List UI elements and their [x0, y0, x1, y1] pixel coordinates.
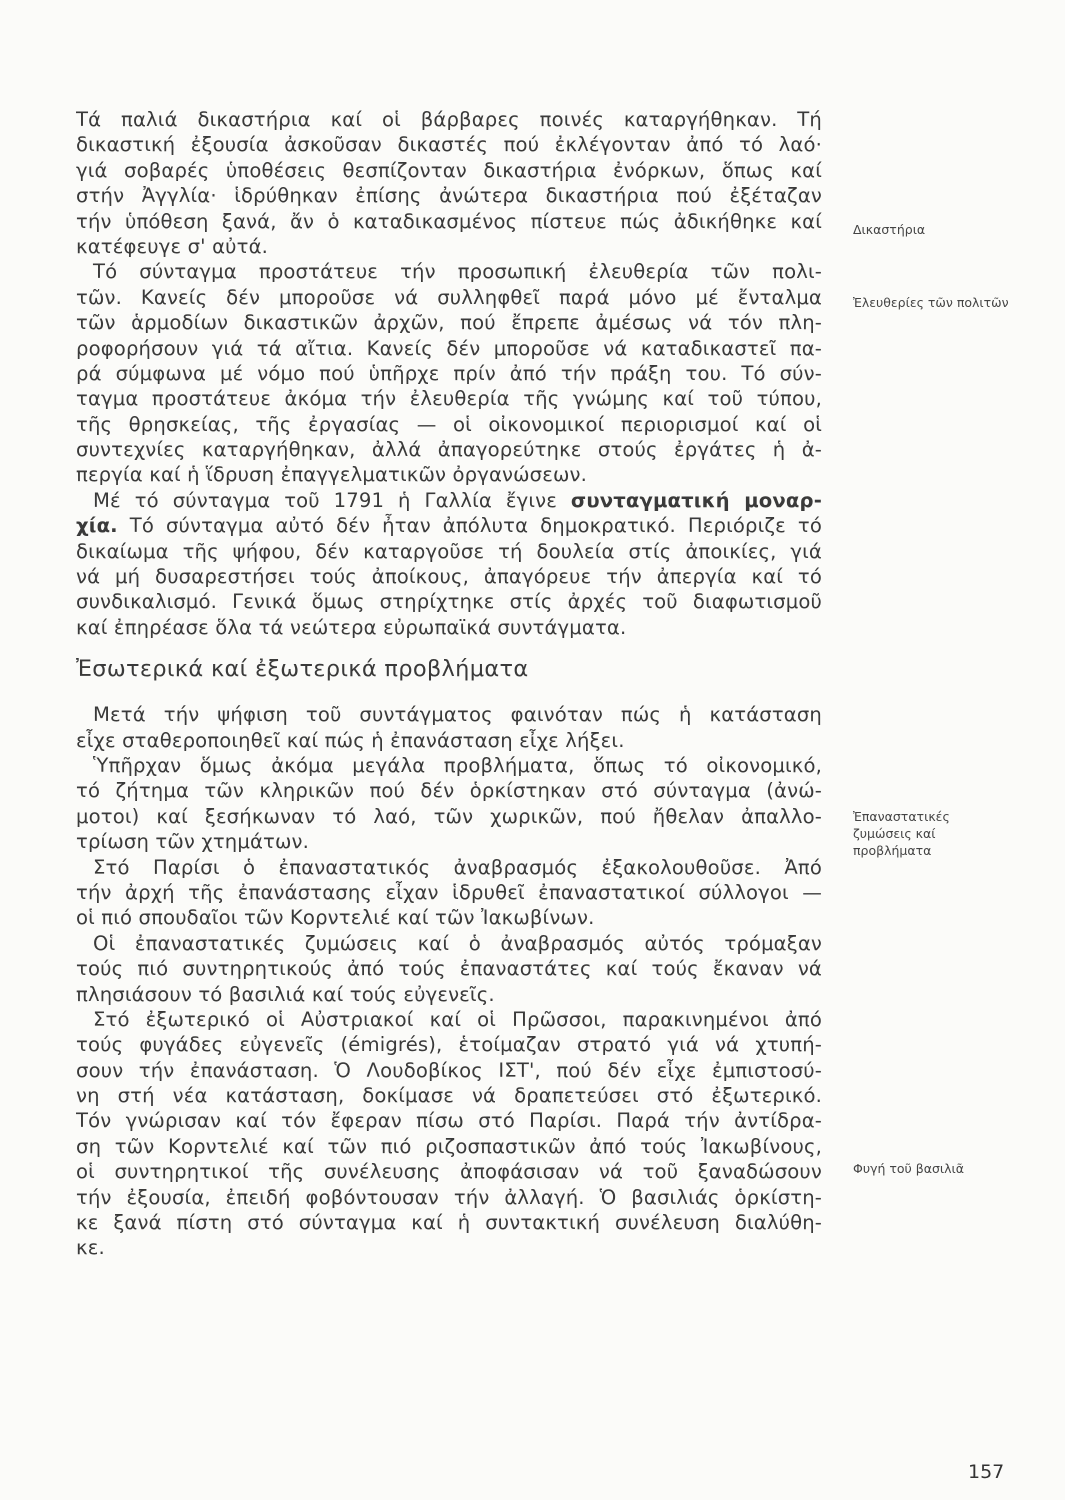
text-line: τούς πιό συντηρητικούς ἀπό τούς ἐπαναστάτες καί τούς ἔκαναν νά [76, 957, 822, 981]
margin-note-kings-flight: Φυγή τοῦ βασιλιᾶ [853, 1161, 964, 1176]
text-line: τῶν. Κανείς δέν μποροῦσε νά συλληφθεῖ παρά μόνο μέ ἔνταλμα [76, 285, 822, 309]
text-line: οἱ συντηρητικοί τῆς συνέλευσης ἀποφάσισαν νά τοῦ ξαναδώσουν [76, 1160, 822, 1184]
text-line: τό ζήτημα τῶν κληρικῶν πού δέν ὁρκίστηκαν στό σύνταγμα (ἀνώ- [76, 779, 822, 803]
text-line: Στό ἐξωτερικό οἱ Αὐστριακοί καί οἱ Πρῶσσοι, παρακινημένοι ἀπό [93, 1007, 822, 1031]
margin-note-courts: Δικαστήρια [853, 222, 926, 237]
text-line: Μετά τήν ψήφιση τοῦ συντάγματος φαινόταν πώς ἡ κατάσταση [93, 703, 822, 727]
text-line: τήν ἐξουσία, ἐπειδή φοβόντουσαν τήν ἀλλαγή. Ὁ βασιλιάς ὁρκίστη- [76, 1185, 822, 1209]
text-line: τρίωση τῶν χτημάτων. [76, 830, 310, 854]
text-span: Μέ τό σύνταγμα τοῦ 1791 ἡ Γαλλία ἔγινε [93, 488, 571, 512]
text-line: τῆς θρησκείας, τῆς ἐργασίας — οἱ οἰκονομικοί περιορισμοί καί οἱ [76, 412, 822, 436]
text-line: σουν τήν ἐπανάσταση. Ὁ Λουδοβίκος ΙΣΤ', πού δέν εἶχε ἐμπιστοσύ- [76, 1058, 822, 1082]
text-line: Ὑπῆρχαν ὅμως ἀκόμα μεγάλα προβλήματα, ὅπως τό οἰκονομικό, [93, 753, 822, 777]
text-line: Τά παλιά δικαστήρια καί οἱ βάρβαρες ποινές καταργήθηκαν. Τή [76, 108, 822, 131]
text-line: τήν ὑπόθεση ξανά, ἄν ὁ καταδικασμένος πίστευε πώς ἀδικήθηκε καί [76, 209, 822, 233]
margin-note-ferment: Ἐπαναστατικές ζυμώσεις καί προβλήματα [853, 809, 950, 858]
text-line [76, 513, 822, 538]
text-line: ση τῶν Κορντελιέ καί τῶν πιό ριζοσπαστικῶν ἀπό τούς Ἰακωβίνους, [76, 1134, 822, 1158]
text-line: δικαίωμα τῆς ψήφου, δέν καταργοῦσε τή δουλεία στίς ἀποικίες, γιά [76, 539, 822, 563]
text-span: Τό σύνταγμα αὐτό δέν ἦταν ἀπόλυτα δημοκρατικό. Περιόριζε τό [117, 514, 822, 538]
text-line: Στό Παρίσι ὁ ἐπαναστατικός ἀναβρασμός ἐξακολουθοῦσε. Ἀπό [93, 855, 822, 879]
section-heading: Ἐσωτερικά καί ἐξωτερικά προβλήματα [76, 656, 529, 683]
text-line: πλησιάσουν τό βασιλιά καί τούς εὐγενεῖς. [76, 982, 495, 1006]
bold-term: χία. [76, 514, 118, 538]
text-line: τήν ἀρχή τῆς ἐπανάστασης εἶχαν ἱδρυθεῖ ἐπαναστατικοί σύλλογοι — [76, 880, 822, 904]
text-line: κατέφευγε σ' αὐτά. [76, 234, 269, 258]
page-number: 157 [968, 1461, 1005, 1483]
text-line: γιά σοβαρές ὑποθέσεις θεσπίζονταν δικαστήρια ἐνόρκων, ὅπως καί [76, 158, 822, 182]
text-line: κε ξανά πίστη στό σύνταγμα καί ἡ συντακτική συνέλευση διαλύθη- [76, 1211, 822, 1235]
text-line: εἶχε σταθεροποιηθεῖ καί πώς ἡ ἐπανάσταση εἶχε λήξει. [76, 728, 625, 752]
text-line: νη στή νέα κατάσταση, δοκίμασε νά δραπετεύσει στό ἐξωτερικό. [76, 1084, 822, 1108]
text-line: τῶν ἁρμοδίων δικαστικῶν ἀρχῶν, πού ἔπρεπε ἀμέσως νά τόν πλη- [76, 311, 822, 335]
main-text [76, 107, 822, 1261]
text-line: περγία καί ἡ ἵδρυση ἐπαγγελματικῶν ὀργανώσεων. [76, 463, 588, 487]
text-line: ροφορήσουν γιά τά αἴτια. Κανείς δέν μποροῦσε νά καταδικαστεῖ πα- [76, 336, 822, 360]
text-line: Τό σύνταγμα προστάτευε τήν προσωπική ἐλευθερία τῶν πολι- [93, 260, 822, 284]
text-line: συντεχνίες καταργήθηκαν, ἀλλά ἀπαγορεύτηκε στούς ἐργάτες ἡ ἀ- [76, 438, 822, 462]
text-line: Τόν γνώρισαν καί τόν ἔφεραν πίσω στό Παρίσι. Παρά τήν ἀντίδρα- [76, 1109, 822, 1133]
text-line: στήν Ἀγγλία· ἱδρύθηκαν ἐπίσης ἀνώτερα δικαστήρια πού ἐξέταζαν [76, 184, 822, 208]
text-line: καί ἐπηρέασε ὅλα τά νεώτερα εὐρωπαϊκά συντάγματα. [76, 615, 627, 639]
text-line: οἱ πιό σπουδαῖοι τῶν Κορντελιέ καί τῶν Ἰακωβίνων. [76, 906, 595, 930]
text-line: τούς φυγάδες εὐγενεῖς (émigrés), ἑτοίμαζαν στρατό γιά νά χτυπή- [76, 1033, 822, 1057]
margin-note-freedoms: Ἐλευθερίες τῶν πολιτῶν [853, 295, 1009, 310]
text-line: ρά σύμφωνα μέ νόμο πού ὑπῆρχε πρίν ἀπό τήν πράξη του. Τό σύν- [76, 361, 822, 385]
text-line: συνδικαλισμό. Γενικά ὅμως στηρίχτηκε στίς ἀρχές τοῦ διαφωτισμοῦ [76, 590, 822, 614]
text-line: κε. [76, 1236, 105, 1260]
bold-term: συνταγματική μοναρ- [570, 488, 822, 512]
text-line: μοτοι) καί ξεσήκωναν τό λαό, τῶν χωρικῶν, πού ἤθελαν ἀπαλλο- [76, 804, 822, 828]
text-line: ταγμα προστάτευε ἀκόμα τήν ἐλευθερία τῆς γνώμης καί τοῦ τύπου, [76, 387, 822, 411]
text-line [76, 488, 822, 513]
text-line: δικαστική ἐξουσία ἀσκοῦσαν δικαστές πού ἐκλέγονταν ἀπό τό λαό· [76, 133, 822, 157]
text-line: νά μή δυσαρεστήσει τούς ἀποίκους, ἀπαγόρευε τήν ἀπεργία καί τό [76, 565, 822, 589]
text-line: Οἱ ἐπαναστατικές ζυμώσεις καί ὁ ἀναβρασμός αὐτός τρόμαξαν [93, 931, 822, 955]
